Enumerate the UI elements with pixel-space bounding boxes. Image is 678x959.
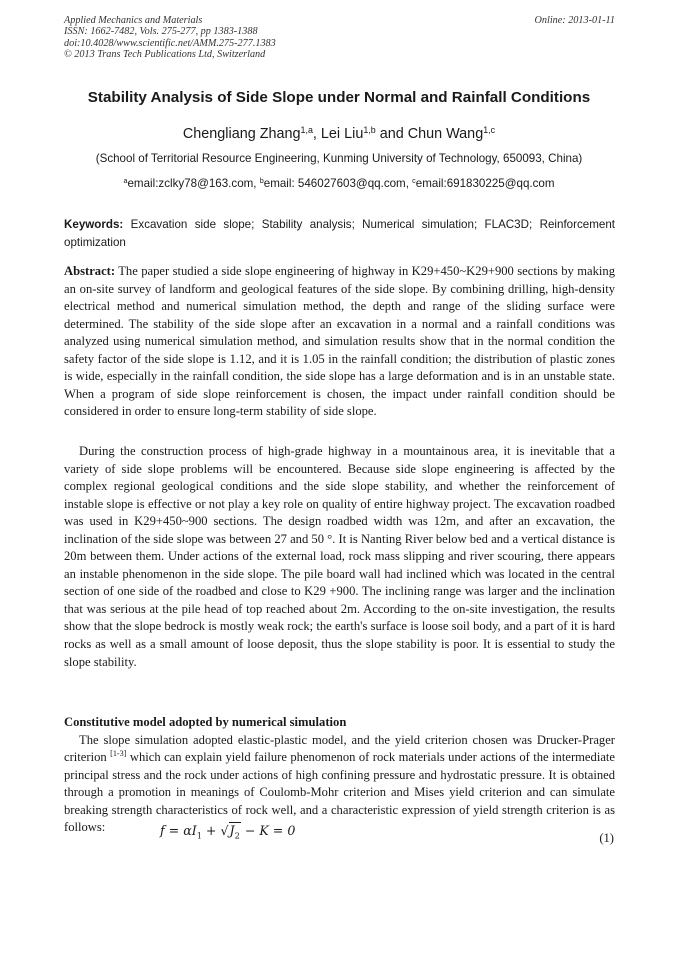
model-text: The slope simulation adopted elastic-plastic model, and the yield criterion chosen was Drucker-Prager criterion [64, 732, 615, 765]
author-affiliation-mark: 1,a [300, 125, 313, 136]
equation-subscript: 2 [234, 830, 240, 841]
equation-lhs: f = αI [160, 823, 197, 838]
keywords-label: Keywords: [64, 218, 124, 231]
model-text-continued: which can explain yield failure phenomenon of rock materials under actions of the intermediate principal stress and the rock under actions of high confining pressure and hydrostatic pressure. It is obtained through a promotion in meanings of Coulomb-Mohr criterion and Mises yield criterion and can simulate breaking strength characteristics of rock well, and a characteristic expression of yield strength criterion is as follows: [64, 750, 615, 835]
yield-criterion-equation [160, 822, 295, 841]
constitutive-model-section [64, 714, 615, 837]
equation-subscript: 1 [196, 830, 202, 841]
equation-plus: + [201, 823, 221, 838]
email-list [20, 177, 658, 190]
equation-rhs: − K = 0 [240, 823, 296, 838]
online-date: Online: 2013-01-11 [534, 15, 615, 26]
model-paragraph [64, 732, 615, 837]
email-mark: c [412, 176, 416, 186]
author-name: Chun Wang [407, 126, 484, 142]
affiliation: (School of Territorial Resource Engineering, Kunming University of Technology, 650093, China) [95, 152, 583, 165]
copyright-line: © 2013 Trans Tech Publications Ltd, Switzerland [64, 49, 266, 61]
journal-name: Applied Mechanics and Materials [64, 15, 203, 26]
equation-variable: J [229, 823, 235, 838]
email-address: email:zclky78@163.com, [127, 177, 260, 190]
equation-number: (1) [599, 831, 614, 845]
sqrt-radicand [229, 822, 241, 841]
journal-header [64, 15, 615, 61]
citation-reference: [1-3] [110, 749, 127, 759]
email-mark: a [123, 176, 128, 186]
email-address: email:691830225@qq.com [415, 177, 555, 190]
author-affiliation-mark: 1,b [363, 125, 376, 136]
introduction-paragraph: During the construction process of high-grade highway in a mountainous area, it is inevitable that a variety of side slope problems will be encountered. Because side slope engineering is affected by the complex regional geological conditions and the side slope stability, and whether the reinforcement of instable slope is effective or not play a key role on quality of entire highway project. The excavation roadbed was used in K29+450~900 sections. The design roadbed width was 12m, and after an excavation, the inclination of the side slope was between 27 and 50 °. It is Nanting River below bed and a vertical distance is 20m between them. Under actions of the external load, rock mass slipping and river scouring, there appears an instable phenomenon in the side slope. The pile board wall had inclined which was located in the central section of one side of the roadbed and close to K29 +900. The inclining range was larger and the inclination that was serious at the pile head of top reached about 2m. According to the on-site investigation, the results show that the slope bedrock is mostly weak rock; the earth's surface is loose soil body, and a part of it is hard rocks as well as a small amount of loose deposit, thus the slope stability is poor. It is essential to study the slope stability. [64, 444, 615, 669]
issn-line: ISSN: 1662-7482, Vols. 275-277, pp 1383-1388 [64, 26, 258, 38]
author-list [30, 126, 648, 142]
email-mark: b [259, 176, 264, 186]
author-separator: , [312, 126, 321, 142]
keywords [64, 216, 615, 252]
sqrt-symbol: √ [220, 823, 229, 838]
abstract-text: The paper studied a side slope engineering of highway in K29+450~K29+900 sections by making an on-site survey of landform and geological features of the side slope. By combining drilling, high-density electrical method and numerical simulation method, the depth and range of the sliding surface were determined. The stability of the side slope after an excavation in a normal and a rainfall conditions was analyzed using numerical simulation method, and simulation results show that in the normal condition the safety factor of the side slope is 1.12, and it is 1.05 in the rainfall condition; the distribution of plastic zones is wide, especially in the rainfall condition, the side slope has a large deformation and is in an unstable state. When a program of side slope reinforcement is chosen, the impact under rainfall condition should be considered in order to ensure long-term stability of side slope. [64, 264, 615, 419]
email-address: email: 546027603@qq.com, [263, 177, 413, 190]
abstract [64, 263, 615, 421]
author-separator: and [375, 126, 408, 142]
abstract-label: Abstract: [64, 264, 116, 278]
author-affiliation-mark: 1,c [483, 125, 496, 136]
keywords-text: Excavation side slope; Stability analysis; Numerical simulation; FLAC3D; Reinforcement optimization [64, 218, 615, 249]
section-heading: Constitutive model adopted by numerical simulation [64, 715, 347, 729]
author-name: Lei Liu [320, 126, 364, 142]
doi-line: doi:10.4028/www.scientific.net/AMM.275-277.1383 [64, 37, 276, 49]
paper-title: Stability Analysis of Side Slope under Normal and Rainfall Conditions [87, 89, 591, 106]
author-name: Chengliang Zhang [182, 126, 301, 142]
